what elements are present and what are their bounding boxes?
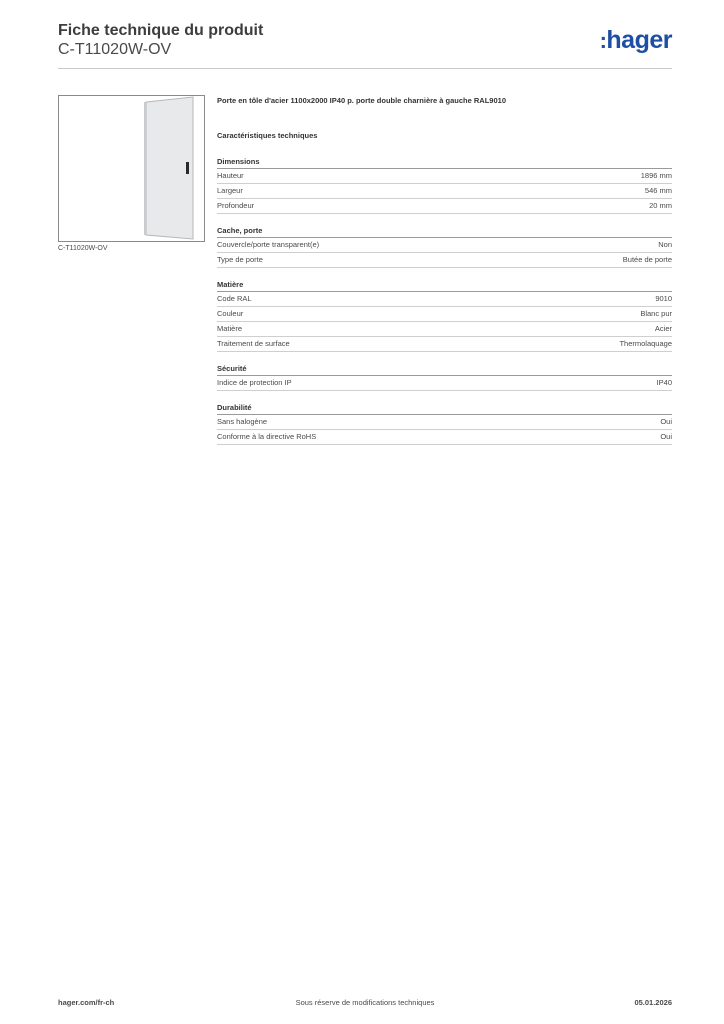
hager-logo: :hager (599, 26, 672, 54)
product-image (58, 95, 205, 242)
spec-row (217, 253, 672, 268)
footer-note: Sous réserve de modifications techniques (295, 998, 435, 1007)
spec-value: Non (658, 240, 672, 249)
spec-row (217, 199, 672, 214)
logo-text: hager (606, 26, 672, 54)
image-caption: C-T11020W-OV (58, 245, 108, 252)
spec-value: Acier (654, 324, 672, 333)
spec-row (217, 169, 672, 184)
spec-label: Matière (217, 324, 243, 333)
section-title: Matière (217, 280, 672, 292)
door-illustration (59, 96, 204, 241)
spec-label: Profondeur (217, 201, 255, 210)
spec-value: Oui (660, 432, 672, 441)
spec-label: Sans halogène (217, 417, 268, 426)
header-divider (58, 68, 672, 69)
spec-label: Hauteur (217, 171, 244, 180)
spec-value: Blanc pur (640, 309, 672, 318)
spec-label: Type de porte (217, 255, 263, 264)
spec-row (217, 337, 672, 352)
spec-row (217, 184, 672, 199)
spec-value: 9010 (655, 294, 672, 303)
product-details (217, 96, 672, 445)
spec-row (217, 322, 672, 337)
section-title: Dimensions (217, 157, 672, 169)
footer-website: hager.com/fr-ch (58, 998, 115, 1007)
spec-value: 546 mm (644, 186, 672, 195)
spec-value: IP40 (656, 378, 672, 387)
spec-section (217, 403, 672, 445)
spec-section (217, 157, 672, 214)
spec-sections (217, 157, 672, 445)
spec-value: 1896 mm (640, 171, 672, 180)
spec-label: Traitement de surface (217, 339, 290, 348)
spec-label: Largeur (217, 186, 243, 195)
section-title: Sécurité (217, 364, 672, 376)
product-reference: C-T11020W-OV (58, 41, 172, 58)
spec-label: Conforme à la directive RoHS (217, 432, 317, 441)
page-header (58, 20, 672, 70)
spec-section (217, 364, 672, 391)
spec-row (217, 415, 672, 430)
spec-label: Couvercle/porte transparent(e) (217, 240, 320, 249)
spec-section (217, 226, 672, 268)
spec-row (217, 376, 672, 391)
spec-label: Code RAL (217, 294, 252, 303)
section-title: Cache, porte (217, 226, 672, 238)
spec-value: Oui (660, 417, 672, 426)
product-description: Porte en tôle d'acier 1100x2000 IP40 p. porte double charnière à gauche RAL9010 (217, 96, 506, 105)
spec-value: Butée de porte (622, 255, 672, 264)
spec-row (217, 292, 672, 307)
spec-label: Indice de protection IP (217, 378, 292, 387)
spec-row (217, 238, 672, 253)
spec-row (217, 307, 672, 322)
spec-section (217, 280, 672, 352)
spec-row (217, 430, 672, 445)
footer-date: 05.01.2026 (634, 998, 672, 1007)
section-title: Durabilité (217, 403, 672, 415)
spec-value: 20 mm (649, 201, 672, 210)
spec-value: Thermolaquage (619, 339, 672, 348)
spec-label: Couleur (217, 309, 244, 318)
tech-heading: Caractéristiques techniques (217, 131, 318, 140)
page-title: Fiche technique du produit (58, 22, 264, 39)
